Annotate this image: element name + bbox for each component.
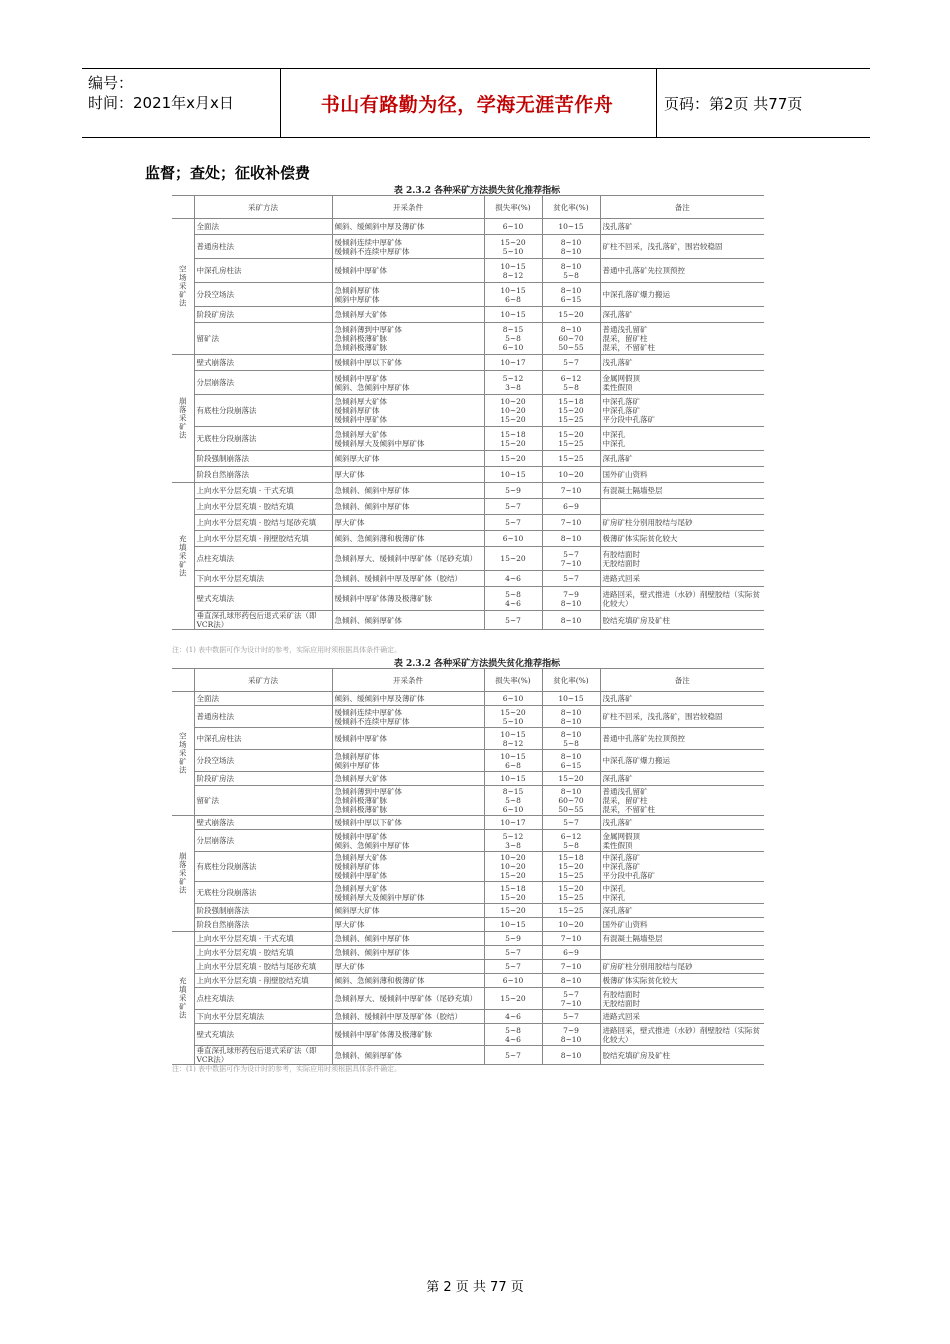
method-cell: 上向水平分层充填 · 干式充填 — [194, 932, 332, 946]
condition-cell: 急倾斜、倾斜厚矿体 — [332, 1046, 484, 1065]
remark-cell: 金属网假顶 柔性假顶 — [600, 371, 764, 395]
loss-rate-cell: 5~7 — [484, 960, 542, 974]
remark-cell: 普通中孔落矿先拉顶预控 — [600, 259, 764, 283]
dilution-rate-cell: 8~10 — [542, 1046, 600, 1065]
condition-cell: 急倾斜、缓倾斜中厚及厚矿体（胶结） — [332, 571, 484, 587]
method-cell: 无底柱分段崩落法 — [194, 882, 332, 904]
remark-cell: 深孔落矿 — [600, 451, 764, 467]
table-row — [172, 611, 764, 630]
method-cell: 分层崩落法 — [194, 371, 332, 395]
page-footer: 第 2 页 共 77 页 — [426, 1280, 524, 1295]
table-row — [172, 830, 764, 852]
number-label: 编号： — [88, 74, 134, 92]
table-row — [172, 918, 764, 932]
table-row — [172, 371, 764, 395]
remark-cell: 进路式回采 — [600, 1010, 764, 1024]
section-subtitle: 监督；查处；征收补偿费 — [145, 164, 311, 182]
method-cell: 全面法 — [194, 219, 332, 235]
column-header: 采矿方法 — [194, 196, 332, 219]
loss-rate-cell: 10~15 6~8 — [484, 283, 542, 307]
remark-cell: 浅孔落矿 — [600, 355, 764, 371]
table-row — [172, 467, 764, 483]
loss-rate-cell: 5~9 — [484, 483, 542, 499]
column-header: 备注 — [600, 196, 764, 219]
column-header — [172, 669, 194, 692]
remark-cell: 中深孔落矿 中深孔落矿 平分段中孔落矿 — [600, 852, 764, 882]
table-row — [172, 882, 764, 904]
table-row — [172, 852, 764, 882]
dilution-rate-cell: 5~7 — [542, 355, 600, 371]
method-cell: 无底柱分段崩落法 — [194, 427, 332, 451]
table-row — [172, 323, 764, 355]
table-header-row — [172, 196, 764, 219]
table-row — [172, 932, 764, 946]
condition-cell: 急倾斜厚大、缓倾斜中厚矿体（尾砂充填） — [332, 547, 484, 571]
dilution-rate-cell: 8~10 6~15 — [542, 283, 600, 307]
condition-cell: 缓倾斜中厚以下矿体 — [332, 355, 484, 371]
method-cell: 阶段强制崩落法 — [194, 904, 332, 918]
table-row — [172, 904, 764, 918]
condition-cell: 厚大矿体 — [332, 467, 484, 483]
loss-rate-cell: 5~7 — [484, 515, 542, 531]
remark-cell — [600, 946, 764, 960]
table-row — [172, 1010, 764, 1024]
remark-cell: 国外矿山资料 — [600, 467, 764, 483]
condition-cell: 缓倾斜中厚矿体 倾斜、急倾斜中厚矿体 — [332, 830, 484, 852]
remark-cell: 矿柱不回采，浅孔落矿，围岩较稳固 — [600, 706, 764, 728]
method-cell: 中深孔房柱法 — [194, 259, 332, 283]
remark-cell: 胶结充填矿房及矿柱 — [600, 1046, 764, 1065]
table-caption: 表 2.3.2 各种采矿方法损失贫化推荐指标 — [393, 186, 561, 196]
dilution-rate-cell: 6~9 — [542, 946, 600, 960]
condition-cell: 急倾斜、缓倾斜中厚及厚矿体（胶结） — [332, 1010, 484, 1024]
dilution-rate-cell: 6~9 — [542, 499, 600, 515]
remark-cell: 矿柱不回采，浅孔落矿，围岩较稳固 — [600, 235, 764, 259]
dilution-rate-cell: 5~7 7~10 — [542, 988, 600, 1010]
remark-cell: 进路回采，壁式推进（水砂）削壁胶结（实际贫化较大） — [600, 587, 764, 611]
table-row — [172, 395, 764, 427]
dilution-rate-cell: 15~20 — [542, 772, 600, 786]
table-row — [172, 786, 764, 816]
method-cell: 阶段矿房法 — [194, 772, 332, 786]
table-note: 注：(1) 表中数据可作为设计时的参考，实际应用时须根据具体条件确定。 — [172, 646, 402, 654]
method-cell: 点柱充填法 — [194, 988, 332, 1010]
table-row — [172, 750, 764, 772]
group-label: 崩落采矿法 — [172, 816, 194, 932]
table-row — [172, 427, 764, 451]
condition-cell: 急倾斜、倾斜中厚矿体 — [332, 946, 484, 960]
method-cell: 中深孔房柱法 — [194, 728, 332, 750]
table-row — [172, 571, 764, 587]
column-header: 贫化率(%) — [542, 196, 600, 219]
method-cell: 下向水平分层充填法 — [194, 1010, 332, 1024]
remark-cell: 有混凝土隔墙垫层 — [600, 932, 764, 946]
loss-rate-cell: 6~10 — [484, 531, 542, 547]
loss-rate-cell: 5~7 — [484, 1046, 542, 1065]
loss-rate-cell: 10~17 — [484, 816, 542, 830]
condition-cell: 缓倾斜中厚以下矿体 — [332, 816, 484, 830]
dilution-rate-cell: 6~12 5~8 — [542, 830, 600, 852]
dilution-rate-cell: 8~10 8~10 — [542, 235, 600, 259]
loss-rate-cell: 15~20 5~10 — [484, 235, 542, 259]
method-cell: 全面法 — [194, 692, 332, 706]
remark-cell: 进路式回采 — [600, 571, 764, 587]
table-row — [172, 451, 764, 467]
method-cell: 留矿法 — [194, 323, 332, 355]
loss-rate-cell: 10~15 — [484, 307, 542, 323]
condition-cell: 缓倾斜中厚矿体 — [332, 728, 484, 750]
method-cell: 壁式充填法 — [194, 587, 332, 611]
table-note: 注：(1) 表中数据可作为设计时的参考，实际应用时须根据具体条件确定。 — [172, 1065, 402, 1073]
condition-cell: 倾斜厚大矿体 — [332, 451, 484, 467]
remark-cell: 深孔落矿 — [600, 307, 764, 323]
loss-rate-cell: 5~7 — [484, 499, 542, 515]
table-row — [172, 515, 764, 531]
loss-rate-cell: 15~20 — [484, 547, 542, 571]
table-row — [172, 235, 764, 259]
dilution-rate-cell: 15~25 — [542, 904, 600, 918]
condition-cell: 急倾斜厚大矿体 缓倾斜厚大及倾斜中厚矿体 — [332, 427, 484, 451]
table-row — [172, 772, 764, 786]
method-cell: 壁式崩落法 — [194, 816, 332, 830]
loss-rate-cell: 10~15 8~12 — [484, 728, 542, 750]
remark-cell: 普通中孔落矿先拉顶预控 — [600, 728, 764, 750]
table-row — [172, 355, 764, 371]
table-row — [172, 960, 764, 974]
group-label: 充填采矿法 — [172, 932, 194, 1065]
condition-cell: 倾斜厚大矿体 — [332, 904, 484, 918]
condition-cell: 急倾斜厚大矿体 缓倾斜厚矿体 缓倾斜中厚矿体 — [332, 852, 484, 882]
method-cell: 壁式充填法 — [194, 1024, 332, 1046]
loss-rate-cell: 15~20 — [484, 988, 542, 1010]
remark-cell: 有混凝土隔墙垫层 — [600, 483, 764, 499]
remark-cell: 中深孔 中深孔 — [600, 427, 764, 451]
remark-cell: 胶结充填矿房及矿柱 — [600, 611, 764, 630]
loss-rate-cell: 15~20 — [484, 904, 542, 918]
method-cell: 有底柱分段崩落法 — [194, 395, 332, 427]
dilution-rate-cell: 8~10 60~70 50~55 — [542, 786, 600, 816]
condition-cell: 急倾斜、倾斜中厚矿体 — [332, 483, 484, 499]
dilution-rate-cell: 7~9 8~10 — [542, 587, 600, 611]
scanned-table-bottom — [172, 656, 764, 1072]
remark-cell: 普通浅孔留矿 混采，留矿柱 混采，不留矿柱 — [600, 786, 764, 816]
column-header: 采矿方法 — [194, 669, 332, 692]
condition-cell: 缓倾斜中厚矿体 — [332, 259, 484, 283]
table-caption: 表 2.3.2 各种采矿方法损失贫化推荐指标 — [393, 659, 561, 669]
loss-rate-cell: 4~6 — [484, 571, 542, 587]
remark-cell: 浅孔落矿 — [600, 219, 764, 235]
loss-rate-cell: 15~20 5~10 — [484, 706, 542, 728]
remark-cell: 中深孔 中深孔 — [600, 882, 764, 904]
condition-cell: 急倾斜厚大矿体 — [332, 307, 484, 323]
method-cell: 点柱充填法 — [194, 547, 332, 571]
method-cell: 分段空场法 — [194, 283, 332, 307]
condition-cell: 缓倾斜连续中厚矿体 缓倾斜不连续中厚矿体 — [332, 235, 484, 259]
method-cell: 垂直深孔球形药包后退式采矿法（即VCR法） — [194, 1046, 332, 1065]
loss-rate-cell: 8~15 5~8 6~10 — [484, 786, 542, 816]
remark-cell: 普通浅孔留矿 混采，留矿柱 混采，不留矿柱 — [600, 323, 764, 355]
remark-cell: 中深孔落矿爆力搬运 — [600, 283, 764, 307]
remark-cell: 极薄矿体实际贫化较大 — [600, 531, 764, 547]
dilution-rate-cell: 7~10 — [542, 483, 600, 499]
dilution-rate-cell: 8~10 — [542, 531, 600, 547]
dilution-rate-cell: 5~7 — [542, 1010, 600, 1024]
table-row — [172, 816, 764, 830]
remark-cell: 国外矿山资料 — [600, 918, 764, 932]
condition-cell: 急倾斜厚矿体 倾斜中厚矿体 — [332, 283, 484, 307]
remark-cell: 浅孔落矿 — [600, 816, 764, 830]
table-row — [172, 706, 764, 728]
table-row — [172, 1024, 764, 1046]
header-page-info: 页码：第2页 共77页 — [664, 94, 803, 113]
table-row — [172, 499, 764, 515]
condition-cell: 急倾斜薄到中厚矿体 急倾斜极薄矿脉 急倾斜极薄矿脉 — [332, 323, 484, 355]
table-row — [172, 946, 764, 960]
condition-cell: 急倾斜厚大、缓倾斜中厚矿体（尾砂充填） — [332, 988, 484, 1010]
dilution-rate-cell: 10~20 — [542, 467, 600, 483]
header-divider — [656, 69, 657, 137]
table-row — [172, 483, 764, 499]
dilution-rate-cell: 8~10 — [542, 974, 600, 988]
loss-rate-cell: 6~10 — [484, 219, 542, 235]
condition-cell: 缓倾斜中厚矿体 倾斜、急倾斜中厚矿体 — [332, 371, 484, 395]
remark-cell: 浅孔落矿 — [600, 692, 764, 706]
loss-rate-cell: 4~6 — [484, 1010, 542, 1024]
method-cell: 留矿法 — [194, 786, 332, 816]
dilution-rate-cell: 5~7 7~10 — [542, 547, 600, 571]
table-row — [172, 219, 764, 235]
loss-rate-cell: 10~15 — [484, 918, 542, 932]
group-label: 空场采矿法 — [172, 692, 194, 816]
remark-cell: 中深孔落矿爆力搬运 — [600, 750, 764, 772]
method-cell: 分层崩落法 — [194, 830, 332, 852]
condition-cell: 缓倾斜中厚矿体薄及极薄矿脉 — [332, 587, 484, 611]
method-cell: 上向水平分层充填 · 干式充填 — [194, 483, 332, 499]
dilution-rate-cell: 5~7 — [542, 571, 600, 587]
condition-cell: 急倾斜、倾斜中厚矿体 — [332, 499, 484, 515]
method-cell: 阶段自然崩落法 — [194, 467, 332, 483]
dilution-rate-cell: 15~18 15~20 15~25 — [542, 852, 600, 882]
remark-cell: 金属网假顶 柔性假顶 — [600, 830, 764, 852]
column-header: 损失率(%) — [484, 669, 542, 692]
condition-cell: 厚大矿体 — [332, 515, 484, 531]
dilution-rate-cell: 7~10 — [542, 515, 600, 531]
method-cell: 上向水平分层充填 · 削壁胶结充填 — [194, 531, 332, 547]
loss-rate-cell: 6~10 — [484, 974, 542, 988]
condition-cell: 缓倾斜中厚矿体薄及极薄矿脉 — [332, 1024, 484, 1046]
method-cell: 普通房柱法 — [194, 235, 332, 259]
table-row — [172, 307, 764, 323]
condition-cell: 缓倾斜连续中厚矿体 缓倾斜不连续中厚矿体 — [332, 706, 484, 728]
method-cell: 阶段矿房法 — [194, 307, 332, 323]
method-cell: 上向水平分层充填 · 削壁胶结充填 — [194, 974, 332, 988]
dilution-rate-cell: 15~18 15~20 15~25 — [542, 395, 600, 427]
condition-cell: 急倾斜厚大矿体 — [332, 772, 484, 786]
loss-rate-cell: 5~8 4~6 — [484, 587, 542, 611]
group-label: 空场采矿法 — [172, 219, 194, 355]
dilution-rate-cell: 10~15 — [542, 219, 600, 235]
method-cell: 垂直深孔球形药包后退式采矿法（即VCR法） — [194, 611, 332, 630]
table-row — [172, 974, 764, 988]
table-row — [172, 988, 764, 1010]
table-row — [172, 259, 764, 283]
dilution-rate-cell: 8~10 60~70 50~55 — [542, 323, 600, 355]
remark-cell: 矿房矿柱分别用胶结与尾砂 — [600, 515, 764, 531]
dilution-rate-cell: 7~10 — [542, 960, 600, 974]
column-header: 损失率(%) — [484, 196, 542, 219]
mining-index-table — [172, 668, 764, 1065]
dilution-rate-cell: 15~20 — [542, 307, 600, 323]
group-label: 崩落采矿法 — [172, 355, 194, 483]
loss-rate-cell: 10~15 — [484, 467, 542, 483]
table-row — [172, 283, 764, 307]
table-row — [172, 531, 764, 547]
remark-cell: 有胶结面时 无胶结面时 — [600, 547, 764, 571]
method-cell: 阶段自然崩落法 — [194, 918, 332, 932]
remark-cell — [600, 499, 764, 515]
dilution-rate-cell: 15~20 15~25 — [542, 882, 600, 904]
loss-rate-cell: 10~15 — [484, 772, 542, 786]
method-cell: 有底柱分段崩落法 — [194, 852, 332, 882]
dilution-rate-cell: 8~10 5~8 — [542, 259, 600, 283]
method-cell: 阶段强制崩落法 — [194, 451, 332, 467]
header-divider — [280, 69, 281, 137]
table-header-row — [172, 669, 764, 692]
column-header: 开采条件 — [332, 196, 484, 219]
table-row — [172, 728, 764, 750]
loss-rate-cell: 15~18 15~20 — [484, 882, 542, 904]
loss-rate-cell: 8~15 5~8 6~10 — [484, 323, 542, 355]
condition-cell: 急倾斜厚大矿体 缓倾斜厚大及倾斜中厚矿体 — [332, 882, 484, 904]
dilution-rate-cell: 7~10 — [542, 932, 600, 946]
condition-cell: 急倾斜、倾斜中厚矿体 — [332, 932, 484, 946]
method-cell: 普通房柱法 — [194, 706, 332, 728]
table-row — [172, 587, 764, 611]
table-row — [172, 692, 764, 706]
loss-rate-cell: 5~12 3~8 — [484, 371, 542, 395]
dilution-rate-cell: 10~20 — [542, 918, 600, 932]
dilution-rate-cell: 15~25 — [542, 451, 600, 467]
dilution-rate-cell: 8~10 5~8 — [542, 728, 600, 750]
condition-cell: 倾斜、缓倾斜中厚及薄矿体 — [332, 219, 484, 235]
remark-cell: 极薄矿体实际贫化较大 — [600, 974, 764, 988]
mining-index-table — [172, 195, 764, 630]
time-line: 时间：2021年x月x日 — [88, 94, 234, 112]
column-header: 备注 — [600, 669, 764, 692]
dilution-rate-cell: 5~7 — [542, 816, 600, 830]
condition-cell: 急倾斜薄到中厚矿体 急倾斜极薄矿脉 急倾斜极薄矿脉 — [332, 786, 484, 816]
column-header: 贫化率(%) — [542, 669, 600, 692]
dilution-rate-cell: 8~10 — [542, 611, 600, 630]
dilution-rate-cell: 6~12 5~8 — [542, 371, 600, 395]
method-cell: 分段空场法 — [194, 750, 332, 772]
group-label: 充填采矿法 — [172, 483, 194, 630]
remark-cell: 中深孔落矿 中深孔落矿 平分段中孔落矿 — [600, 395, 764, 427]
column-header — [172, 196, 194, 219]
loss-rate-cell: 10~17 — [484, 355, 542, 371]
loss-rate-cell: 15~20 — [484, 451, 542, 467]
condition-cell: 倾斜、缓倾斜中厚及薄矿体 — [332, 692, 484, 706]
loss-rate-cell: 15~18 15~20 — [484, 427, 542, 451]
dilution-rate-cell: 15~20 15~25 — [542, 427, 600, 451]
condition-cell: 厚大矿体 — [332, 918, 484, 932]
condition-cell: 急倾斜厚矿体 倾斜中厚矿体 — [332, 750, 484, 772]
method-cell: 上向水平分层充填 · 胶结充填 — [194, 499, 332, 515]
dilution-rate-cell: 7~9 8~10 — [542, 1024, 600, 1046]
method-cell: 下向水平分层充填法 — [194, 571, 332, 587]
loss-rate-cell: 5~9 — [484, 932, 542, 946]
header-meta — [88, 73, 234, 113]
condition-cell: 急倾斜厚大矿体 缓倾斜厚矿体 缓倾斜中厚矿体 — [332, 395, 484, 427]
page-header — [82, 68, 870, 138]
remark-cell: 有胶结面时 无胶结面时 — [600, 988, 764, 1010]
loss-rate-cell: 5~7 — [484, 946, 542, 960]
loss-rate-cell: 5~12 3~8 — [484, 830, 542, 852]
header-motto: 书山有路勤为径，学海无涯苦作舟 — [320, 93, 614, 116]
loss-rate-cell: 10~15 6~8 — [484, 750, 542, 772]
remark-cell: 进路回采，壁式推进（水砂）削壁胶结（实际贫化较大） — [600, 1024, 764, 1046]
loss-rate-cell: 6~10 — [484, 692, 542, 706]
condition-cell: 倾斜、急倾斜薄和极薄矿体 — [332, 531, 484, 547]
table-row — [172, 1046, 764, 1065]
method-cell: 上向水平分层充填 · 胶结与尾砂充填 — [194, 960, 332, 974]
loss-rate-cell: 10~20 10~20 15~20 — [484, 395, 542, 427]
dilution-rate-cell: 8~10 6~15 — [542, 750, 600, 772]
condition-cell: 倾斜、急倾斜薄和极薄矿体 — [332, 974, 484, 988]
remark-cell: 深孔落矿 — [600, 772, 764, 786]
loss-rate-cell: 5~8 4~6 — [484, 1024, 542, 1046]
condition-cell: 厚大矿体 — [332, 960, 484, 974]
method-cell: 壁式崩落法 — [194, 355, 332, 371]
scanned-table-top — [172, 183, 764, 653]
column-header: 开采条件 — [332, 669, 484, 692]
dilution-rate-cell: 10~15 — [542, 692, 600, 706]
method-cell: 上向水平分层充填 · 胶结充填 — [194, 946, 332, 960]
method-cell: 上向水平分层充填 · 胶结与尾砂充填 — [194, 515, 332, 531]
loss-rate-cell: 5~7 — [484, 611, 542, 630]
loss-rate-cell: 10~20 10~20 15~20 — [484, 852, 542, 882]
loss-rate-cell: 10~15 8~12 — [484, 259, 542, 283]
remark-cell: 深孔落矿 — [600, 904, 764, 918]
remark-cell: 矿房矿柱分别用胶结与尾砂 — [600, 960, 764, 974]
dilution-rate-cell: 8~10 8~10 — [542, 706, 600, 728]
condition-cell: 急倾斜、倾斜厚矿体 — [332, 611, 484, 630]
table-row — [172, 547, 764, 571]
